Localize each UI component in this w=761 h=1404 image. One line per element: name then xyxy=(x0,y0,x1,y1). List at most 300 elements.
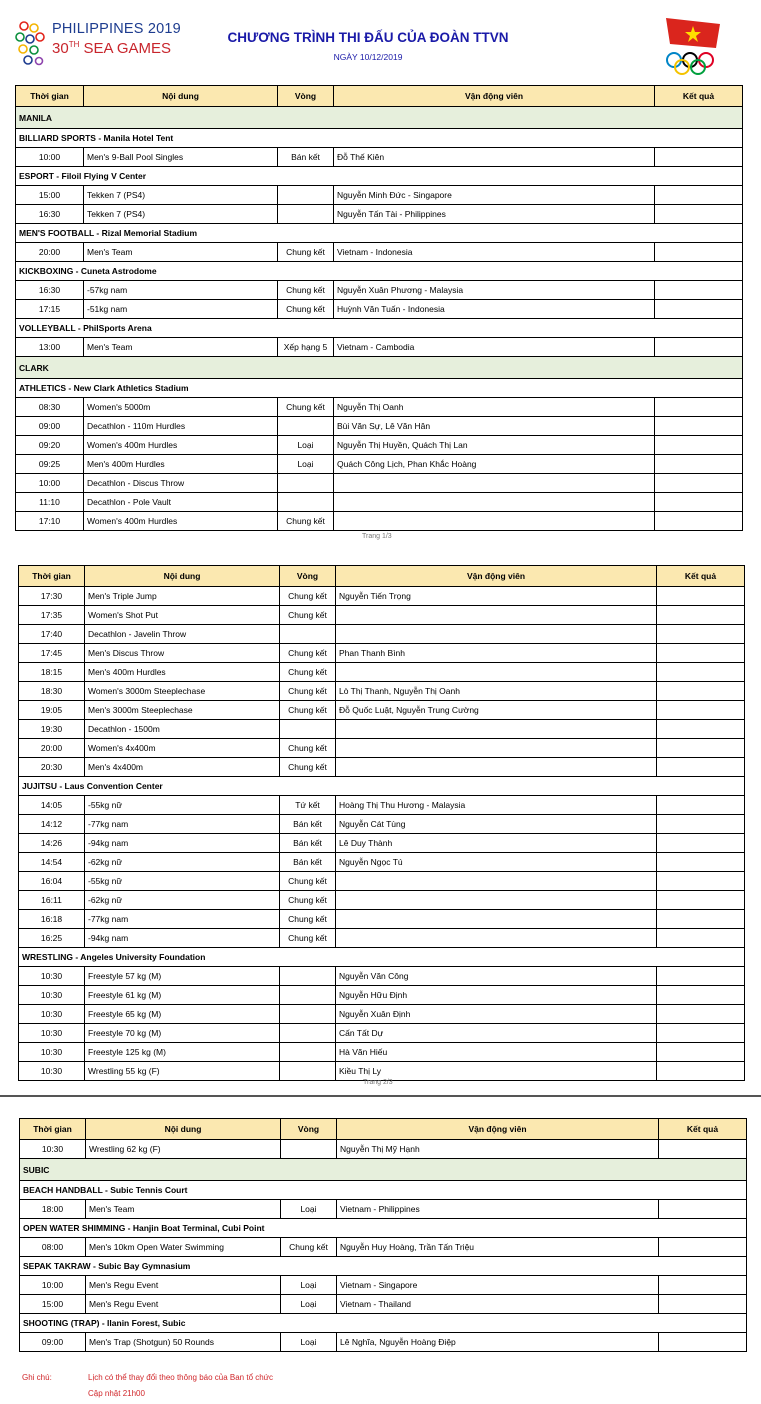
athletes-cell: Vietnam - Singapore xyxy=(337,1276,659,1295)
time-cell: 10:30 xyxy=(19,1062,85,1081)
table-row xyxy=(16,493,743,512)
table-row xyxy=(20,1295,747,1314)
table-row xyxy=(16,474,743,493)
result-cell xyxy=(655,281,743,300)
event-cell: Women's 400m Hurdles xyxy=(84,436,278,455)
time-cell: 17:10 xyxy=(16,512,84,531)
time-cell: 17:30 xyxy=(19,587,85,606)
athletes-cell xyxy=(336,872,657,891)
result-cell xyxy=(657,796,745,815)
logo-text-philippines: PHILIPPINES 2019 xyxy=(52,21,181,37)
table-header-row xyxy=(20,1119,747,1140)
time-cell: 08:30 xyxy=(16,398,84,417)
notes-line-2: Cập nhật 21h00 xyxy=(88,1389,145,1398)
venue-label: BEACH HANDBALL - Subic Tennis Court xyxy=(20,1181,747,1200)
region-label: CLARK xyxy=(16,357,743,379)
event-cell: Decathlon - 1500m xyxy=(85,720,280,739)
region-row xyxy=(20,1159,747,1181)
round-cell xyxy=(281,1140,337,1159)
round-cell: Chung kết xyxy=(280,910,336,929)
round-cell xyxy=(280,1005,336,1024)
table-row xyxy=(16,281,743,300)
event-cell: -77kg nam xyxy=(85,815,280,834)
time-cell: 10:00 xyxy=(16,474,84,493)
table-row xyxy=(19,929,745,948)
region-label: SUBIC xyxy=(20,1159,747,1181)
result-cell xyxy=(655,493,743,512)
result-cell xyxy=(657,682,745,701)
round-cell: Chung kết xyxy=(280,758,336,777)
table-row xyxy=(19,663,745,682)
time-cell: 20:30 xyxy=(19,758,85,777)
event-cell: Women's Shot Put xyxy=(85,606,280,625)
col-header-athletes: Vận động viên xyxy=(334,86,655,107)
athletes-cell: Cấn Tất Dự xyxy=(336,1024,657,1043)
table-row xyxy=(16,338,743,357)
event-cell: Men's Team xyxy=(84,338,278,357)
col-header-round: Vòng xyxy=(281,1119,337,1140)
result-cell xyxy=(659,1333,747,1352)
athletes-cell: Lò Thị Thanh, Nguyễn Thị Oanh xyxy=(336,682,657,701)
athletes-cell: Nguyễn Tấn Tài - Philippines xyxy=(334,205,655,224)
result-cell xyxy=(657,853,745,872)
event-cell: -57kg nam xyxy=(84,281,278,300)
time-cell: 20:00 xyxy=(16,243,84,262)
table-row xyxy=(20,1238,747,1257)
venue-label: VOLLEYBALL - PhilSports Arena xyxy=(16,319,743,338)
table-row xyxy=(19,1043,745,1062)
event-cell: -51kg nam xyxy=(84,300,278,319)
venue-row xyxy=(16,129,743,148)
event-cell: -94kg nam xyxy=(85,834,280,853)
round-cell: Bán kết xyxy=(278,148,334,167)
event-cell: Men's 9-Ball Pool Singles xyxy=(84,148,278,167)
venue-label: KICKBOXING - Cuneta Astrodome xyxy=(16,262,743,281)
round-cell: Loại xyxy=(281,1276,337,1295)
venue-row xyxy=(20,1219,747,1238)
round-cell xyxy=(280,625,336,644)
athletes-cell: Bùi Văn Sự, Lê Văn Hân xyxy=(334,417,655,436)
event-cell: -62kg nữ xyxy=(85,891,280,910)
event-cell: -94kg nam xyxy=(85,929,280,948)
athletes-cell: Nguyễn Xuân Định xyxy=(336,1005,657,1024)
time-cell: 18:00 xyxy=(20,1200,86,1219)
event-cell: -55kg nữ xyxy=(85,796,280,815)
table-header-row xyxy=(16,86,743,107)
venue-row xyxy=(16,167,743,186)
event-cell: Men's Team xyxy=(86,1200,281,1219)
result-cell xyxy=(655,436,743,455)
event-cell: Freestyle 61 kg (M) xyxy=(85,986,280,1005)
round-cell: Xếp hạng 5 xyxy=(278,338,334,357)
round-cell: Chung kết xyxy=(278,398,334,417)
athletes-cell: Đỗ Thế Kiên xyxy=(334,148,655,167)
venue-label: JUJITSU - Laus Convention Center xyxy=(19,777,745,796)
table-row xyxy=(19,910,745,929)
table-row xyxy=(16,455,743,474)
round-cell: Chung kết xyxy=(280,606,336,625)
athletes-cell: Hoàng Thị Thu Hương - Malaysia xyxy=(336,796,657,815)
table-row xyxy=(16,512,743,531)
table-row xyxy=(19,644,745,663)
result-cell xyxy=(655,338,743,357)
round-cell xyxy=(278,417,334,436)
athletes-cell: Lê Duy Thành xyxy=(336,834,657,853)
event-cell: -62kg nữ xyxy=(85,853,280,872)
event-cell: Men's Team xyxy=(84,243,278,262)
sea-games-logo xyxy=(14,14,184,70)
round-cell: Loại xyxy=(281,1295,337,1314)
athletes-cell: Kiều Thị Ly xyxy=(336,1062,657,1081)
athletes-cell: Vietnam - Indonesia xyxy=(334,243,655,262)
athletes-cell: Nguyễn Huy Hoàng, Trần Tấn Triệu xyxy=(337,1238,659,1257)
athletes-cell: Nguyễn Thị Oanh xyxy=(334,398,655,417)
result-cell xyxy=(655,205,743,224)
table-row xyxy=(16,148,743,167)
result-cell xyxy=(657,625,745,644)
event-cell: Freestyle 65 kg (M) xyxy=(85,1005,280,1024)
result-cell xyxy=(657,910,745,929)
venue-label: OPEN WATER SHIMMING - Hanjin Boat Terminal, Cubi Point xyxy=(20,1219,747,1238)
round-cell: Bán kết xyxy=(280,853,336,872)
notes-line-1: Lịch có thể thay đổi theo thông báo của Ban tổ chức xyxy=(88,1373,274,1382)
result-cell xyxy=(657,739,745,758)
table-row xyxy=(16,436,743,455)
venue-row xyxy=(20,1257,747,1276)
venue-label: MEN'S FOOTBALL - Rizal Memorial Stadium xyxy=(16,224,743,243)
time-cell: 17:40 xyxy=(19,625,85,644)
table-row xyxy=(19,967,745,986)
round-cell: Chung kết xyxy=(280,682,336,701)
table-row xyxy=(16,398,743,417)
time-cell: 10:30 xyxy=(19,986,85,1005)
venue-row xyxy=(16,379,743,398)
round-cell: Chung kết xyxy=(280,929,336,948)
table-row xyxy=(16,417,743,436)
col-header-round: Vòng xyxy=(278,86,334,107)
time-cell: 16:25 xyxy=(19,929,85,948)
table-row xyxy=(19,872,745,891)
athletes-cell xyxy=(336,910,657,929)
round-cell: Loại xyxy=(278,455,334,474)
page-title: CHƯƠNG TRÌNH THI ĐẤU CỦA ĐOÀN TTVN xyxy=(227,30,509,45)
venue-label: WRESTLING - Angeles University Foundation xyxy=(19,948,745,967)
result-cell xyxy=(657,606,745,625)
document-header xyxy=(0,0,761,80)
col-header-event: Nội dung xyxy=(86,1119,281,1140)
venue-row xyxy=(16,224,743,243)
result-cell xyxy=(657,1043,745,1062)
time-cell: 16:04 xyxy=(19,872,85,891)
round-cell xyxy=(280,967,336,986)
athletes-cell: Nguyễn Hữu Định xyxy=(336,986,657,1005)
table-row xyxy=(20,1276,747,1295)
time-cell: 10:00 xyxy=(16,148,84,167)
result-cell xyxy=(657,701,745,720)
round-cell xyxy=(280,1043,336,1062)
table-row xyxy=(19,853,745,872)
time-cell: 10:30 xyxy=(19,1024,85,1043)
athletes-cell: Vietnam - Cambodia xyxy=(334,338,655,357)
round-cell: Chung kết xyxy=(280,587,336,606)
venue-row xyxy=(16,319,743,338)
time-cell: 13:00 xyxy=(16,338,84,357)
event-cell: Women's 4x400m xyxy=(85,739,280,758)
col-header-result: Kết quả xyxy=(657,566,745,587)
time-cell: 14:26 xyxy=(19,834,85,853)
athletes-cell xyxy=(334,493,655,512)
result-cell xyxy=(657,891,745,910)
round-cell: Chung kết xyxy=(280,663,336,682)
round-cell xyxy=(280,720,336,739)
event-cell: Wrestling 62 kg (F) xyxy=(86,1140,281,1159)
event-cell: Freestyle 125 kg (M) xyxy=(85,1043,280,1062)
event-cell: Men's 10km Open Water Swimming xyxy=(86,1238,281,1257)
region-row xyxy=(16,107,743,129)
col-header-event: Nội dung xyxy=(84,86,278,107)
result-cell xyxy=(657,1024,745,1043)
col-header-athletes: Vận động viên xyxy=(337,1119,659,1140)
athletes-cell xyxy=(336,663,657,682)
round-cell xyxy=(278,205,334,224)
event-cell: Tekken 7 (PS4) xyxy=(84,186,278,205)
event-cell: Women's 400m Hurdles xyxy=(84,512,278,531)
time-cell: 16:30 xyxy=(16,281,84,300)
event-cell: Wrestling 55 kg (F) xyxy=(85,1062,280,1081)
round-cell xyxy=(280,1024,336,1043)
athletes-cell: Nguyễn Văn Công xyxy=(336,967,657,986)
result-cell xyxy=(657,720,745,739)
venue-label: SHOOTING (TRAP) - Ilanin Forest, Subic xyxy=(20,1314,747,1333)
athletes-cell xyxy=(336,720,657,739)
round-cell: Chung kết xyxy=(280,644,336,663)
time-cell: 16:11 xyxy=(19,891,85,910)
athletes-cell: Huỳnh Văn Tuấn - Indonesia xyxy=(334,300,655,319)
event-cell: Decathlon - 110m Hurdles xyxy=(84,417,278,436)
time-cell: 18:30 xyxy=(19,682,85,701)
venue-label: BILLIARD SPORTS - Manila Hotel Tent xyxy=(16,129,743,148)
table-row xyxy=(19,815,745,834)
table-row xyxy=(19,834,745,853)
table-row xyxy=(19,587,745,606)
event-cell: Men's 4x400m xyxy=(85,758,280,777)
result-cell xyxy=(657,967,745,986)
event-cell: Freestyle 57 kg (M) xyxy=(85,967,280,986)
round-cell: Chung kết xyxy=(280,872,336,891)
table-row xyxy=(16,205,743,224)
event-cell: Decathlon - Javelin Throw xyxy=(85,625,280,644)
table-row xyxy=(19,701,745,720)
athletes-cell xyxy=(336,758,657,777)
result-cell xyxy=(657,587,745,606)
athletes-cell: Quách Công Lịch, Phan Khắc Hoàng xyxy=(334,455,655,474)
event-cell: Men's Regu Event xyxy=(86,1276,281,1295)
result-cell xyxy=(657,834,745,853)
notes-label: Ghi chú: xyxy=(22,1373,52,1382)
athletes-cell: Nguyễn Xuân Phương - Malaysia xyxy=(334,281,655,300)
event-cell: Decathlon - Pole Vault xyxy=(84,493,278,512)
table-row xyxy=(19,606,745,625)
time-cell: 17:35 xyxy=(19,606,85,625)
round-cell: Loại xyxy=(281,1333,337,1352)
table-row xyxy=(16,243,743,262)
venue-label: ESPORT - Filoil Flying V Center xyxy=(16,167,743,186)
table-row xyxy=(20,1333,747,1352)
athletes-cell xyxy=(334,512,655,531)
event-cell: Men's 3000m Steeplechase xyxy=(85,701,280,720)
result-cell xyxy=(659,1200,747,1219)
time-cell: 09:25 xyxy=(16,455,84,474)
time-cell: 10:30 xyxy=(19,1043,85,1062)
event-cell: Men's Discus Throw xyxy=(85,644,280,663)
round-cell: Loại xyxy=(278,436,334,455)
athletes-cell: Nguyễn Minh Đức - Singapore xyxy=(334,186,655,205)
col-header-time: Thời gian xyxy=(16,86,84,107)
table-row xyxy=(19,1062,745,1081)
round-cell xyxy=(278,474,334,493)
result-cell xyxy=(655,417,743,436)
col-header-time: Thời gian xyxy=(20,1119,86,1140)
result-cell xyxy=(655,300,743,319)
athletes-cell: Nguyễn Tiến Trọng xyxy=(336,587,657,606)
result-cell xyxy=(657,1062,745,1081)
table-row xyxy=(19,625,745,644)
event-cell: -55kg nữ xyxy=(85,872,280,891)
result-cell xyxy=(657,929,745,948)
time-cell: 16:18 xyxy=(19,910,85,929)
round-cell: Chung kết xyxy=(278,300,334,319)
time-cell: 19:30 xyxy=(19,720,85,739)
schedule-table-page-3 xyxy=(19,1118,747,1352)
result-cell xyxy=(657,986,745,1005)
result-cell xyxy=(657,758,745,777)
round-cell xyxy=(280,986,336,1005)
event-cell: Men's Regu Event xyxy=(86,1295,281,1314)
logo-text-sea-games: 30TH SEA GAMES xyxy=(52,40,172,57)
event-cell: Decathlon - Discus Throw xyxy=(84,474,278,493)
time-cell: 16:30 xyxy=(16,205,84,224)
time-cell: 09:00 xyxy=(20,1333,86,1352)
event-cell: Men's 400m Hurdles xyxy=(84,455,278,474)
time-cell: 09:00 xyxy=(16,417,84,436)
col-header-round: Vòng xyxy=(280,566,336,587)
table-row xyxy=(20,1200,747,1219)
result-cell xyxy=(655,148,743,167)
table-row xyxy=(19,1024,745,1043)
event-cell: -77kg nam xyxy=(85,910,280,929)
result-cell xyxy=(655,455,743,474)
event-cell: Men's Triple Jump xyxy=(85,587,280,606)
athletes-cell: Đỗ Quốc Luật, Nguyễn Trung Cường xyxy=(336,701,657,720)
col-header-event: Nội dung xyxy=(85,566,280,587)
table-row xyxy=(19,720,745,739)
venue-label: ATHLETICS - New Clark Athletics Stadium xyxy=(16,379,743,398)
time-cell: 14:12 xyxy=(19,815,85,834)
athletes-cell: Lê Nghĩa, Nguyễn Hoàng Điệp xyxy=(337,1333,659,1352)
col-header-time: Thời gian xyxy=(19,566,85,587)
result-cell xyxy=(659,1276,747,1295)
athletes-cell xyxy=(336,625,657,644)
round-cell xyxy=(278,493,334,512)
col-header-result: Kết quả xyxy=(655,86,743,107)
region-row xyxy=(16,357,743,379)
time-cell: 18:15 xyxy=(19,663,85,682)
result-cell xyxy=(659,1140,747,1159)
table-row xyxy=(19,739,745,758)
athletes-cell xyxy=(336,929,657,948)
vietnam-olympic-logo-icon xyxy=(660,14,730,76)
event-cell: Men's 400m Hurdles xyxy=(85,663,280,682)
result-cell xyxy=(657,872,745,891)
page-number-2: Trang 2/3 xyxy=(363,1079,393,1086)
athletes-cell xyxy=(334,474,655,493)
time-cell: 10:30 xyxy=(20,1140,86,1159)
round-cell: Chung kết xyxy=(281,1238,337,1257)
time-cell: 15:00 xyxy=(16,186,84,205)
page-number-1: Trang 1/3 xyxy=(362,533,392,540)
round-cell: Bán kết xyxy=(280,834,336,853)
table-header-row xyxy=(19,566,745,587)
table-row xyxy=(16,186,743,205)
schedule-table-page-1 xyxy=(15,85,743,531)
result-cell xyxy=(659,1295,747,1314)
time-cell: 19:05 xyxy=(19,701,85,720)
event-cell: Men's Trap (Shotgun) 50 Rounds xyxy=(86,1333,281,1352)
time-cell: 10:30 xyxy=(19,1005,85,1024)
round-cell: Tứ kết xyxy=(280,796,336,815)
time-cell: 10:30 xyxy=(19,967,85,986)
round-cell: Chung kết xyxy=(280,891,336,910)
venue-row xyxy=(20,1181,747,1200)
round-cell: Chung kết xyxy=(280,701,336,720)
result-cell xyxy=(659,1238,747,1257)
athletes-cell: Nguyễn Ngọc Tú xyxy=(336,853,657,872)
round-cell xyxy=(280,1062,336,1081)
athletes-cell xyxy=(336,739,657,758)
sea-games-rings-icon xyxy=(14,18,48,68)
event-cell: Freestyle 70 kg (M) xyxy=(85,1024,280,1043)
col-header-result: Kết quả xyxy=(659,1119,747,1140)
result-cell xyxy=(657,663,745,682)
round-cell: Bán kết xyxy=(280,815,336,834)
athletes-cell: Nguyễn Thị Huyền, Quách Thị Lan xyxy=(334,436,655,455)
athletes-cell: Vietnam - Thailand xyxy=(337,1295,659,1314)
event-cell: Women's 3000m Steeplechase xyxy=(85,682,280,701)
result-cell xyxy=(657,815,745,834)
table-row xyxy=(20,1140,747,1159)
result-cell xyxy=(655,398,743,417)
time-cell: 10:00 xyxy=(20,1276,86,1295)
time-cell: 14:05 xyxy=(19,796,85,815)
round-cell: Chung kết xyxy=(280,739,336,758)
time-cell: 11:10 xyxy=(16,493,84,512)
time-cell: 15:00 xyxy=(20,1295,86,1314)
table-row xyxy=(19,758,745,777)
venue-row xyxy=(20,1314,747,1333)
time-cell: 20:00 xyxy=(19,739,85,758)
table-row xyxy=(19,986,745,1005)
athletes-cell: Hà Văn Hiếu xyxy=(336,1043,657,1062)
time-cell: 17:15 xyxy=(16,300,84,319)
table-row xyxy=(19,891,745,910)
round-cell: Chung kết xyxy=(278,243,334,262)
round-cell xyxy=(278,186,334,205)
result-cell xyxy=(657,1005,745,1024)
athletes-cell xyxy=(336,606,657,625)
time-cell: 14:54 xyxy=(19,853,85,872)
region-label: MANILA xyxy=(16,107,743,129)
athletes-cell: Nguyễn Cát Tùng xyxy=(336,815,657,834)
